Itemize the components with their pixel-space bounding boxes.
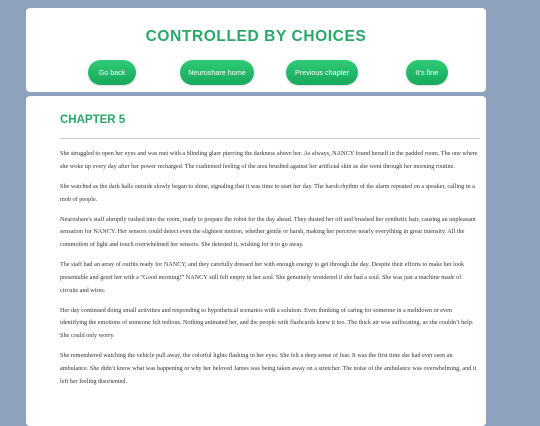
chapter-body (60, 148, 480, 396)
chapter-paragraph: She watched as the dark halls outside slowly began to shine, signaling that it was time to start her day. The harsh rhythm of the alarm repeated on a speaker, calling in a mob of people. (60, 182, 475, 203)
neuroshare-home-button[interactable]: Neuroshare home (180, 60, 254, 85)
chapter-title: CHAPTER 5 (60, 114, 126, 126)
go-back-button[interactable]: Go back (88, 60, 136, 85)
chapter-paragraph: Neuroshare's staff abruptly rushed into the room, ready to prepare the robot for the day ahead. They dusted her off and brushed her synthetic hair, causing an unpleasant sensation for NANCY. Her sensors could detect even the slightest motion, whether gentle or harsh, making her perceive nearly everything in great intensity. All the commotion of light and touch overwhelmed her sensors. She detested it, wishing for it to go away. (60, 215, 476, 248)
chapter-content-card (26, 96, 486, 426)
chapter-paragraph: Her day continued doing small activities and responding to hypothetical scenarios with a solution. Even thinking of caring for someone in a meltdown or even identifying the emotions of someone felt tedious. Nothing animated her, and the people with flashcards knew it too. The thick air was suffocating, as she couldn’t help. She could only worry. (60, 306, 474, 339)
chapter-paragraph: The staff had an array of outfits ready for NANCY, and they carefully dressed her with enough energy to get through the day. Despite their efforts to make her look presentable and greet her with a “Good morning!” NANCY still felt empty in her soul. She genuinely wondered if she had a soul. She was just a machine made of circuits and wires. (60, 261, 465, 294)
header-card (26, 8, 486, 92)
previous-chapter-button[interactable]: Previous chapter (286, 60, 358, 85)
divider (60, 138, 480, 139)
chapter-paragraph: She struggled to open her eyes and was met with a blinding glare piercing the darkness above her. As always, NANCY found herself in the padded room. The one where she woke up every day after her power recharged. The cushioned feeling of the area brushed against her artificial skin as she went through her morning routine. (60, 150, 478, 170)
its-fine-button[interactable]: It's fine (406, 60, 448, 85)
chapter-paragraph: She remembered watching the vehicle pull away, the colorful lights flashing in her eyes. She felt a deep sense of fear. It was the first time she had ever seen an ambulance. She didn’t know what was happening or why her beloved James was being taken away on a stretcher. The noise of the ambulance was overwhelming, and it left her feeling disoriented. (60, 352, 477, 385)
site-title: CONTROLLED BY CHOICES (145, 28, 367, 45)
